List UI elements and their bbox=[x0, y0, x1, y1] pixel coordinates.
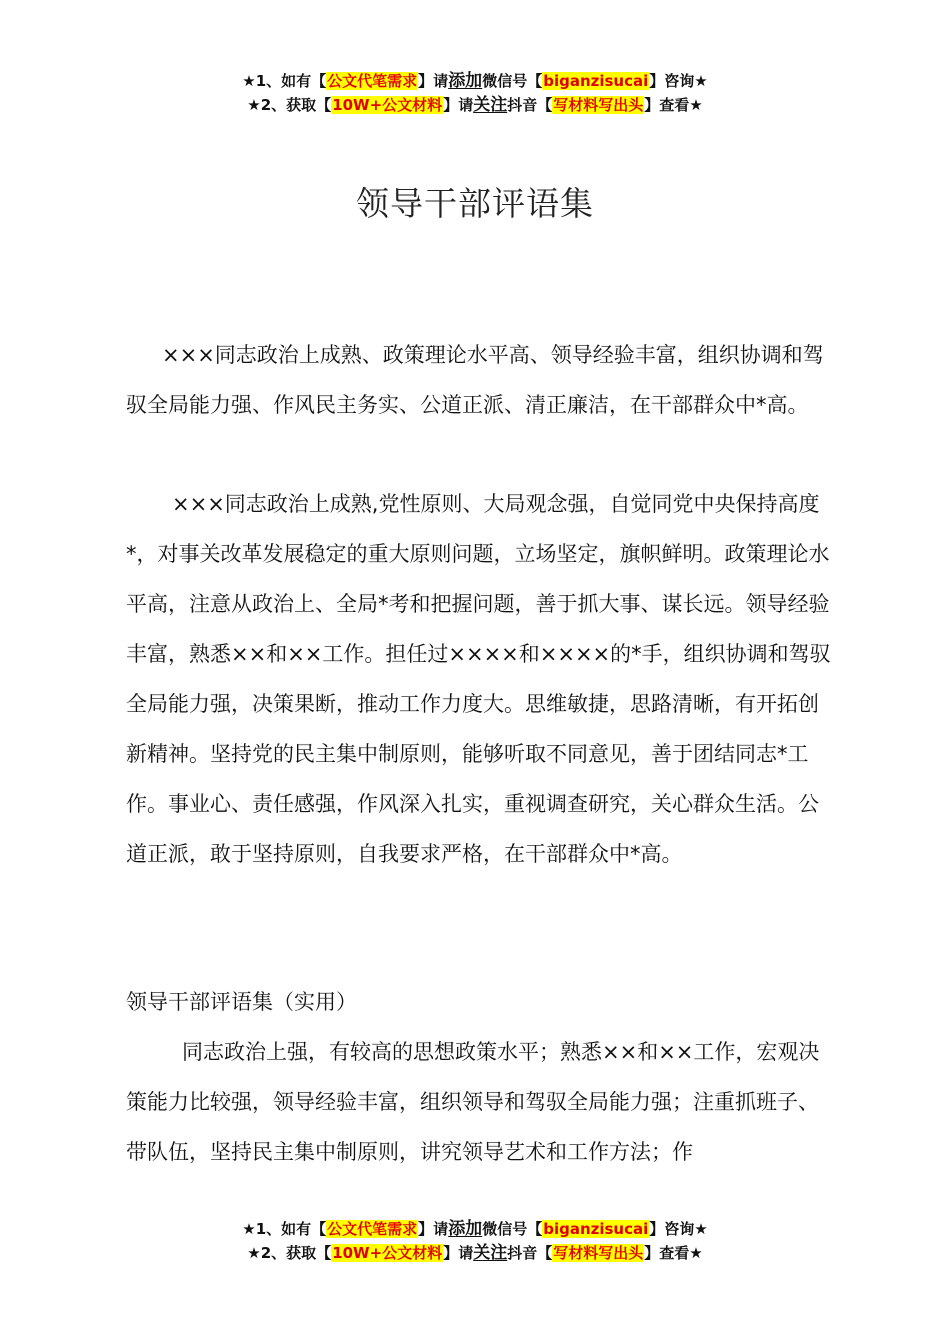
subheading-text: 领导干部评语集（实用） bbox=[126, 990, 357, 1014]
promo-emphasis: 关注 bbox=[473, 1243, 508, 1263]
promo-suffix: 】咨询★ bbox=[649, 72, 708, 90]
body-paragraph-3 bbox=[126, 1027, 834, 1177]
paragraph-text: ×××同志政治上成熟、政策理论水平高、领导经验丰富，组织协调和驾驭全局能力强、作风民主务实、公道正派、清正廉洁，在干部群众中*高。 bbox=[126, 343, 824, 417]
douyin-id-highlight: 写材料写出头 bbox=[553, 1244, 644, 1262]
body-paragraph-1 bbox=[126, 330, 834, 430]
paragraph-text: 同志政治上强，有较高的思想政策水平；熟悉××和××工作，宏观决策能力比较强，领导经验丰富，组织领导和驾驭全局能力强；注重抓班子、带队伍，坚持民主集中制原则，讲究领导艺术和工作方法；作 bbox=[126, 1040, 820, 1164]
promo-text: 】请 bbox=[418, 1220, 449, 1238]
paragraph-text: ×××同志政治上成熟,党性原则、大局观念强，自觉同党中央保持高度*，对事关改革发展稳定的重大原则问题，立场坚定，旗帜鲜明。政策理论水平高，注意从政治上、全局*考和把握问题，善于抓大事、谋长远。领导经验丰富，熟悉××和××工作。担任过××××和××××的*手，组织协调和驾驭全局能力强，决策果断，推动工作力度大。思维敏捷，思路清晰，有开拓创新精神。坚持党的民主集中制原则，能够听取不同意见，善于团结同志*工作。事业心、责任感强，作风深入扎实，重视调查研究，关心群众生活。公道正派，敢于坚持原则，自我要求严格，在干部群众中*高。 bbox=[126, 492, 831, 866]
promo-line-2 bbox=[0, 93, 950, 117]
wechat-id-highlight: biganzisucai bbox=[543, 72, 649, 90]
body-paragraph-2 bbox=[126, 479, 834, 879]
promo-prefix: ★1、如有【 bbox=[242, 72, 327, 90]
promo-suffix: 】查看★ bbox=[644, 1244, 703, 1262]
section-subheading bbox=[126, 977, 834, 1027]
promo-text: 微信号【 bbox=[482, 1220, 543, 1238]
promo-text: 抖音【 bbox=[507, 96, 553, 114]
promo-text: 抖音【 bbox=[507, 1244, 553, 1262]
promo-prefix: ★2、获取【 bbox=[247, 1244, 332, 1262]
promo-suffix: 】查看★ bbox=[644, 96, 703, 114]
promo-line-1 bbox=[0, 69, 950, 93]
promo-highlight: 10W+公文材料 bbox=[332, 1244, 443, 1262]
promo-line-2 bbox=[0, 1241, 950, 1265]
promo-suffix: 】咨询★ bbox=[649, 1220, 708, 1238]
promo-prefix: ★1、如有【 bbox=[242, 1220, 327, 1238]
promo-text: 微信号【 bbox=[482, 72, 543, 90]
promo-emphasis: 添加 bbox=[448, 1219, 483, 1239]
promo-line-1 bbox=[0, 1217, 950, 1241]
promo-prefix: ★2、获取【 bbox=[247, 96, 332, 114]
promo-text: 】请 bbox=[418, 72, 449, 90]
douyin-id-highlight: 写材料写出头 bbox=[553, 96, 644, 114]
promo-banner-top bbox=[0, 69, 950, 117]
promo-text: 】请 bbox=[443, 1244, 474, 1262]
wechat-id-highlight: biganzisucai bbox=[543, 1220, 649, 1238]
promo-highlight: 10W+公文材料 bbox=[332, 96, 443, 114]
promo-highlight: 公文代笔需求 bbox=[327, 72, 418, 90]
promo-banner-bottom bbox=[0, 1217, 950, 1265]
promo-highlight: 公文代笔需求 bbox=[327, 1220, 418, 1238]
promo-emphasis: 关注 bbox=[473, 95, 508, 115]
promo-emphasis: 添加 bbox=[448, 71, 483, 91]
document-title: 领导干部评语集 bbox=[356, 184, 594, 223]
promo-text: 】请 bbox=[443, 96, 474, 114]
